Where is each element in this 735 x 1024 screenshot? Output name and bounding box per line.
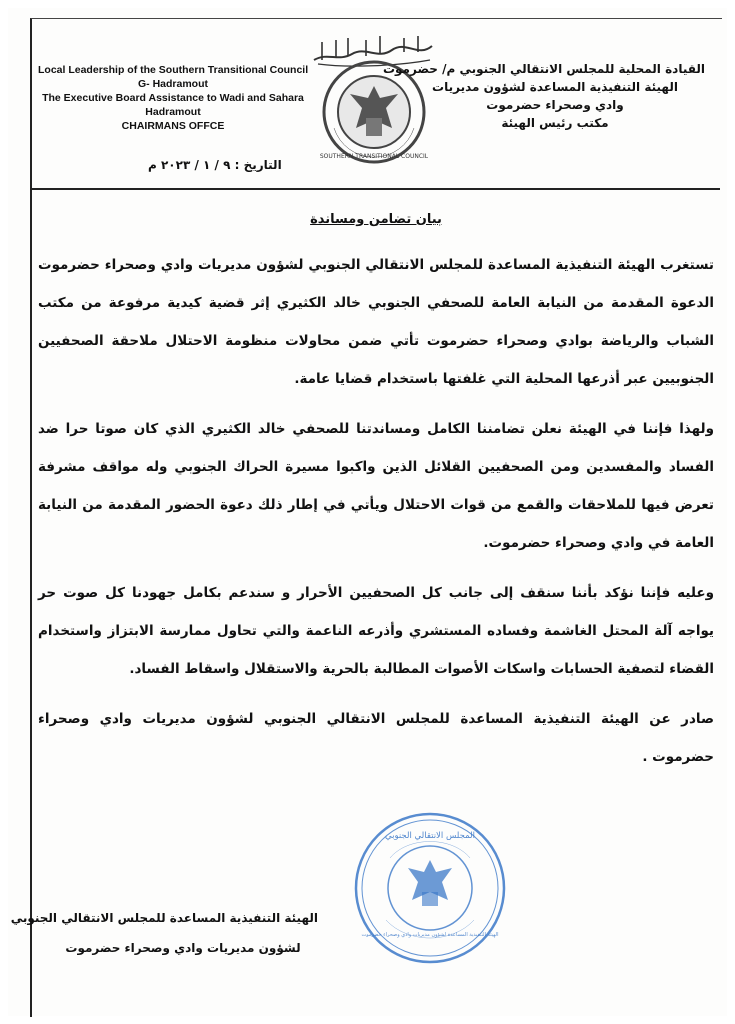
paragraph-1: تستغرب الهيئة التنفيذية المساعدة للمجلس الانتقالي الجنوبي لشؤون مديريات وادي وصحراء حضرموت الدعوة المقدمة من النيابة العامة للصحفي الجنوبي خالد الكثيري إثر قضية كيدية مرفوعة من مكتب الشباب والرياضة بوادي وصحراء حضرموت تأتي ضمن محاولات منظومة الاحتلال ملاحقة الصحفيين الجنوبيين عبر أذرعها المحلية التي غلفتها باستخدام قضايا عامة. xyxy=(38,257,714,387)
stamp-outer-text: المجلس الانتقالي الجنوبي xyxy=(385,831,475,841)
statement-title: بيان تضامن ومساندة xyxy=(310,212,442,227)
letter-page xyxy=(8,8,727,1016)
en-header-line-2: G- Hadramout xyxy=(137,78,208,90)
ar-header-line-2: الهيئة التنفيذية المساعدة لشؤون مديريات xyxy=(432,80,678,94)
en-header-line-3: The Executive Board Assistance to Wadi and Sahara xyxy=(42,92,304,104)
signature-line-1: الهيئة التنفيذية المساعدة للمجلس الانتقالي الجنوبي xyxy=(10,911,318,925)
statement-body xyxy=(38,246,714,788)
official-stamp xyxy=(350,808,510,968)
ar-header-line-4: مكتب رئيس الهيئة xyxy=(501,116,609,130)
signature-block xyxy=(10,903,318,963)
arabic-letterhead xyxy=(382,60,705,132)
document-date: التاريخ : ٩ / ١ / ٢٠٢٣ م xyxy=(148,158,282,172)
stamp-inner-text: الهيئة التنفيذية المساعدة لشؤون مديريات وادي وصحراء حضرموت xyxy=(361,932,499,938)
en-header-line-4: Hadramout xyxy=(145,106,201,118)
en-header-line-5: CHAIRMANS OFFCE xyxy=(121,120,225,132)
english-letterhead xyxy=(38,63,308,133)
emblem-caption: SOUTHERN TRANSITIONAL COUNCIL xyxy=(320,153,428,160)
signature-line-2: لشؤون مديريات وادي وصحراء حضرموت xyxy=(65,941,301,955)
ar-header-line-3: وادي وصحراء حضرموت xyxy=(486,98,624,112)
paragraph-4: صادر عن الهيئة التنفيذية المساعدة للمجلس الانتقالي الجنوبي لشؤون مديريات وادي وصحراء حضرموت . xyxy=(38,711,714,765)
header-divider xyxy=(30,188,720,190)
en-header-line-1: Local Leadership of the Southern Transitional Council xyxy=(38,64,309,76)
paragraph-2: ولهذا فإننا في الهيئة نعلن تضامننا الكامل ومساندتنا للصحفي خالد الكثيري الذي كان صوتا حرا ضد الفساد والمفسدين ومن الصحفيين القلائل الذين واكبوا مسيرة الحراك الجنوبي وله مواقف مشرفة تعرض فيها للملاحقات والقمع من قوات الاحتلال ويأتي في إطار ذلك دعوة الحضور المقدمة من النيابة العامة في وادي وصحراء حضرموت. xyxy=(38,421,714,551)
ar-header-line-1: القيادة المحلية للمجلس الانتقالي الجنوبي م/ حضرموت xyxy=(382,62,705,76)
paragraph-3: وعليه فإننا نؤكد بأننا سنقف إلى جانب كل الصحفيين الأحرار و سندعم بكامل جهودنا كل صوت حر يواجه آلة المحتل الغاشمة وفساده المستشري وأذرعه الناعمة والتي تحاول ممارسة الابتزاز واستخدام القضاء لتصفية الحسابات واسكات الأصوات المطالبة بالحرية والاستقلال واسقاط الفساد. xyxy=(38,585,714,677)
